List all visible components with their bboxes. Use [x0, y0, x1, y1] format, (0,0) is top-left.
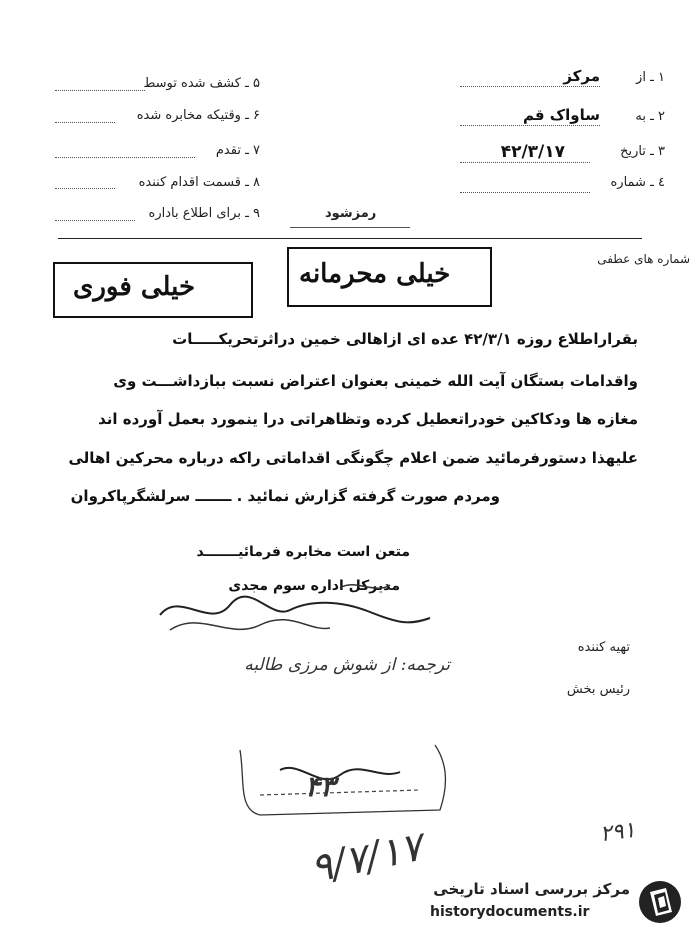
field-to-line — [460, 125, 600, 126]
field-number-label: ٤ ـ شماره — [610, 175, 665, 190]
body-line-4: علیهذا دستورفرمائید ضمن اعلام چگونگی اقداماتی راکه درباره محرکین اهالی — [68, 449, 638, 467]
stamp-number: ۴۳ — [305, 770, 336, 803]
prepared-by-label: تهیه کننده — [577, 640, 630, 655]
corner-handwritten-number: ۲۹۱ — [598, 817, 638, 848]
field-to-label: ۲ ـ به — [635, 109, 665, 124]
urgent-stamp-text: خیلی فوری — [73, 272, 196, 302]
footer-logo-icon — [636, 878, 684, 926]
header-divider — [58, 238, 642, 239]
section-head-label: رئیس بخش — [566, 682, 630, 697]
field-5-line — [55, 90, 145, 91]
field-5-label: ۵ ـ کشف شده توسط — [143, 76, 260, 91]
confidential-stamp — [287, 247, 492, 307]
field-6-label: ۶ ـ وقتیکه مخابره شده — [136, 108, 260, 123]
field-7-line — [55, 157, 195, 158]
large-handwritten-date: ۹/۷/۱۷ — [306, 823, 427, 893]
handwritten-note: ترجمه: از شوش مرزی طالبه — [244, 655, 450, 675]
field-to-value: ساواک قم — [522, 106, 600, 124]
field-6-line — [55, 122, 115, 123]
code-underline — [290, 227, 410, 228]
field-number-line — [460, 192, 590, 193]
footer-site-name: مرکز بررسی اسناد تاریخی — [433, 880, 630, 898]
field-8-line — [55, 188, 115, 189]
field-from-value: مرکز — [563, 67, 600, 85]
urgent-stamp — [53, 262, 253, 318]
approval-line: متعن است مخابره فرمائیـــــــد — [196, 544, 410, 560]
approval-signatory: مدیرکل اداره سوم مجدی — [228, 578, 400, 594]
field-8-label: ۸ ـ قسمت اقدام کننده — [138, 175, 260, 190]
field-9-line — [55, 220, 135, 221]
code-label: رمزشود — [325, 206, 377, 221]
field-7-label: ۷ ـ تقدم — [215, 143, 260, 158]
field-from-label: ۱ ـ از — [636, 70, 665, 85]
body-line-3: مغازه ها ودکاکین خودراتعطیل کرده وتظاهراتی درا ینمورد بعمل آورده اند — [98, 410, 638, 428]
footer-site-url: historydocuments.ir — [430, 904, 590, 920]
field-date-line — [460, 162, 590, 163]
body-line-5: ومردم صورت گرفته گزارش نمائید . ـــــــ سرلشگرپاکروان — [70, 487, 500, 505]
body-line-2: واقدامات بستگان آیت الله خمینی بعنوان اعتراض نسبت ببازداشـــت وی — [113, 372, 638, 390]
signature-scribble — [140, 570, 440, 650]
reference-label: شماره های عطفی — [597, 252, 690, 266]
field-9-label: ۹ ـ برای اطلاع باداره — [148, 206, 260, 221]
body-line-1: بقراراطلاع روزه ۴۲/۳/۱ عده ای ازاهالی خمین دراثرتحریکـــــات — [172, 330, 638, 348]
field-date-label: ۳ ـ تاریخ — [620, 144, 665, 159]
field-date-value: ۴۲/۳/۱۷ — [500, 142, 565, 162]
field-from-line — [460, 86, 600, 87]
confidential-stamp-text: خیلی محرمانه — [299, 259, 451, 289]
handwritten-stamp-scribble — [220, 720, 460, 830]
